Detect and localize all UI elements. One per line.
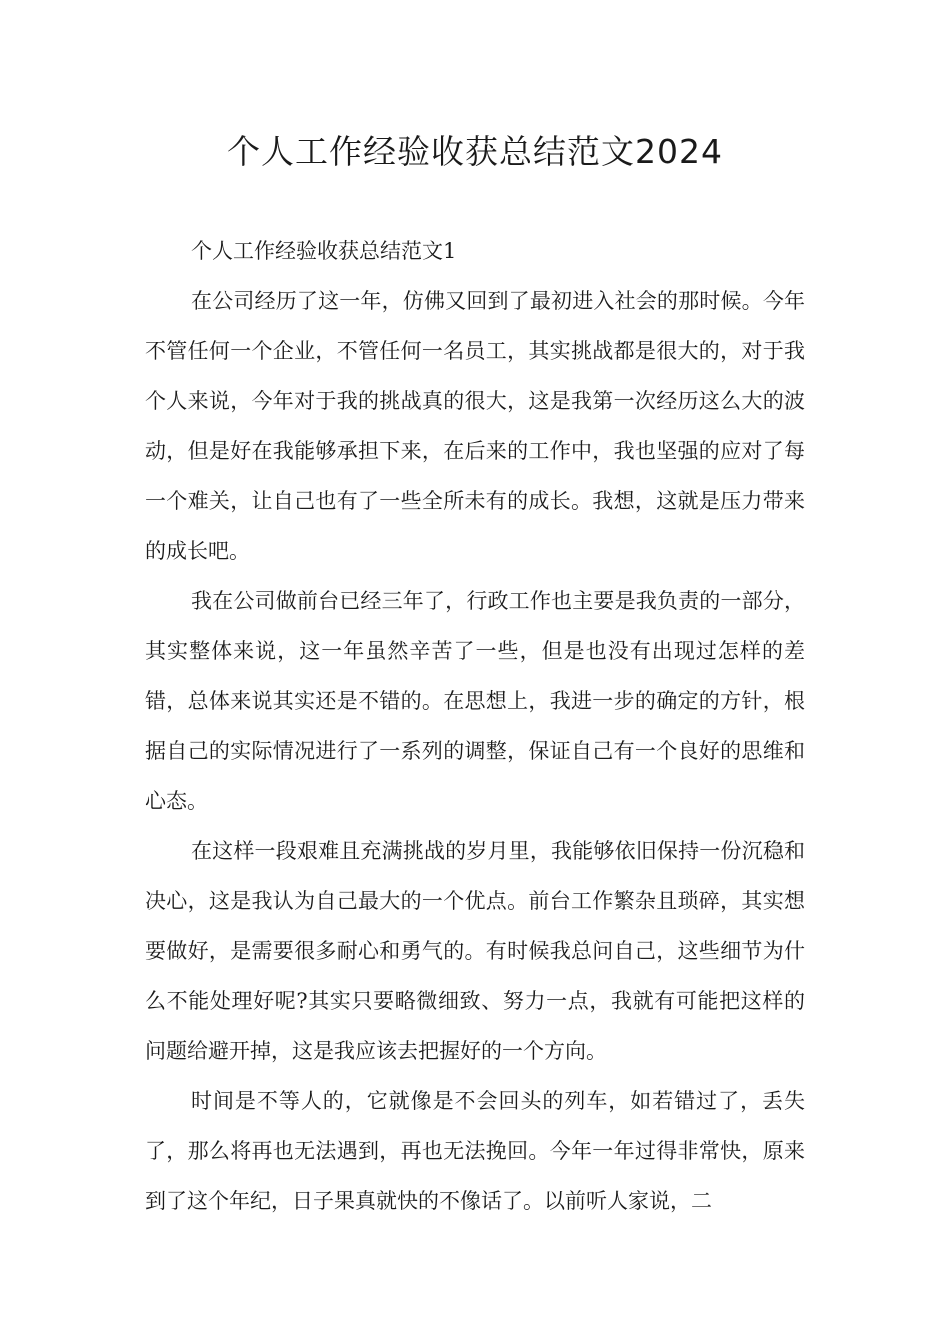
paragraph-1: 在公司经历了这一年，仿佛又回到了最初进入社会的那时候。今年不管任何一个企业，不管任何一名员工，其实挑战都是很大的，对于我个人来说，今年对于我的挑战真的很大，这是我第一次经历这么大的波动，但是好在我能够承担下来，在后来的工作中，我也坚强的应对了每一个难关，让自己也有了一些全所未有的成长。我想，这就是压力带来的成长吧。 bbox=[145, 289, 805, 563]
document-body bbox=[145, 226, 805, 1226]
paragraph-2: 我在公司做前台已经三年了，行政工作也主要是我负责的一部分，其实整体来说，这一年虽然辛苦了一些，但是也没有出现过怎样的差错，总体来说其实还是不错的。在思想上，我进一步的确定的方针，根据自己的实际情况进行了一系列的调整，保证自己有一个良好的思维和心态。 bbox=[145, 589, 805, 813]
paragraph-3: 在这样一段艰难且充满挑战的岁月里，我能够依旧保持一份沉稳和决心，这是我认为自己最大的一个优点。前台工作繁杂且琐碎，其实想要做好，是需要很多耐心和勇气的。有时候我总问自己，这些细节为什么不能处理好呢?其实只要略微细致、努力一点，我就有可能把这样的问题给避开掉，这是我应该去把握好的一个方向。 bbox=[145, 839, 805, 1063]
section-heading: 个人工作经验收获总结范文1 bbox=[191, 239, 457, 263]
document-title: 个人工作经验收获总结范文2024 bbox=[227, 132, 723, 171]
paragraph-4: 时间是不等人的，它就像是不会回头的列车，如若错过了，丢失了，那么将再也无法遇到，再也无法挽回。今年一年过得非常快，原来到了这个年纪，日子果真就快的不像话了。以前听人家说，二 bbox=[145, 1089, 805, 1213]
